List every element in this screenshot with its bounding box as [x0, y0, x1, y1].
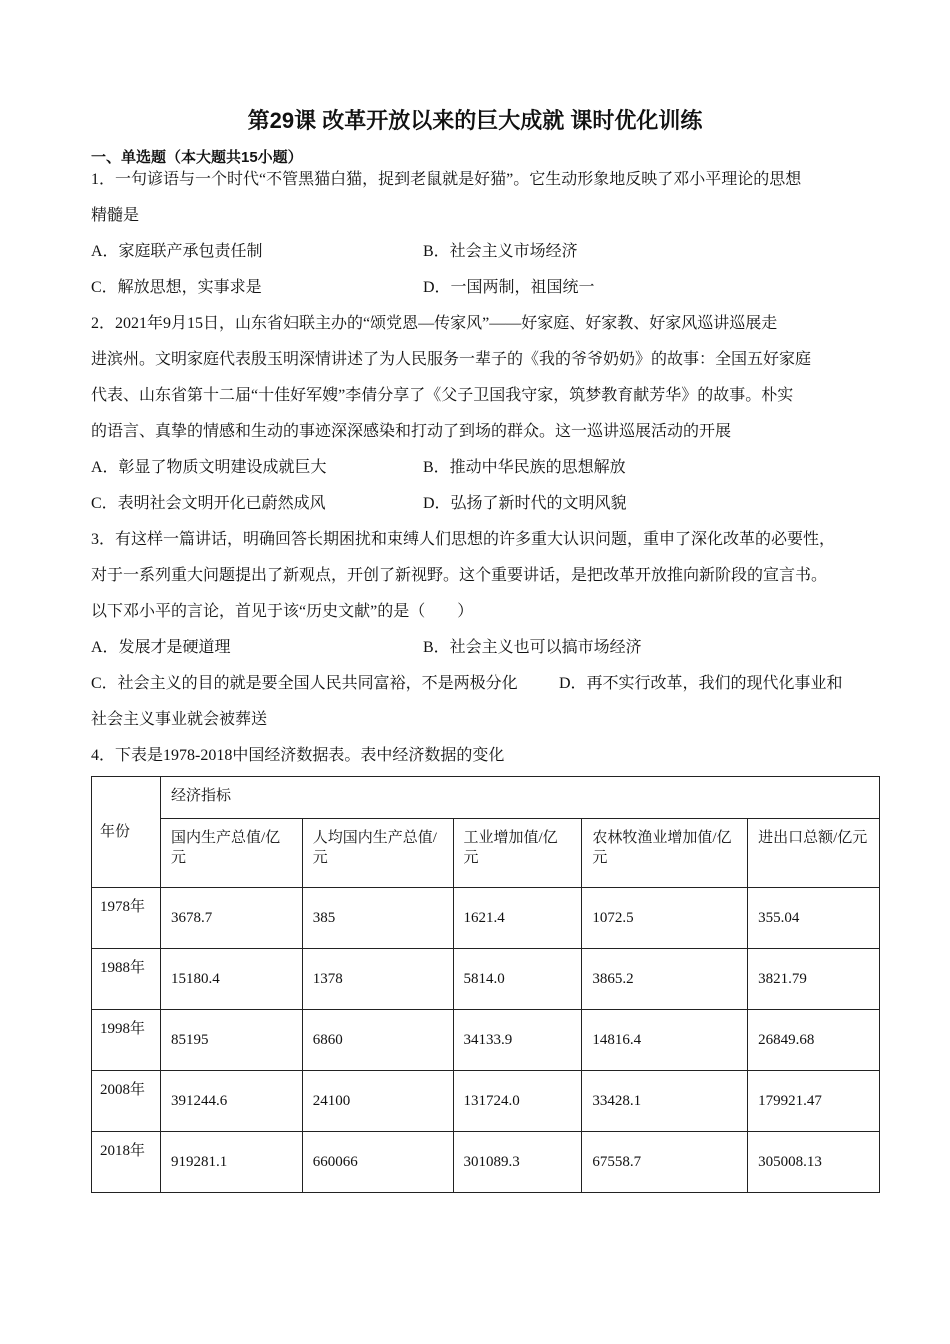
value-cell: 5814.0	[453, 949, 582, 1010]
option-a[interactable]: A．发展才是硬道理	[91, 639, 231, 656]
table-row	[92, 1071, 880, 1132]
group-header: 经济指标	[160, 777, 879, 819]
value-cell: 1378	[302, 949, 453, 1010]
question-text: 对于一系列重大问题提出了新观点，开创了新视野。这个重要讲话，是把改革开放推向新阶段的宣言书。	[91, 567, 828, 584]
value-cell: 6860	[302, 1010, 453, 1071]
option-c[interactable]: C．表明社会文明开化已蔚然成风	[91, 495, 326, 512]
option-b[interactable]: B．社会主义市场经济	[423, 243, 578, 260]
table-row	[92, 1132, 880, 1193]
question-text: 4．下表是1978-2018中国经济数据表。表中经济数据的变化	[91, 747, 505, 764]
value-cell: 3821.79	[748, 949, 880, 1010]
year-cell: 2018年	[92, 1132, 161, 1193]
value-cell: 34133.9	[453, 1010, 582, 1071]
value-cell: 15180.4	[160, 949, 302, 1010]
option-a[interactable]: A．家庭联产承包责任制	[91, 243, 263, 260]
option-c[interactable]: C．社会主义的目的就是要全国人民共同富裕，不是两极分化	[91, 675, 518, 692]
option-a[interactable]: A．彰显了物质文明建设成就巨大	[91, 459, 327, 476]
option-b[interactable]: B．推动中华民族的思想解放	[423, 459, 626, 476]
year-header: 年份	[92, 777, 161, 888]
table-row	[92, 1010, 880, 1071]
value-cell: 305008.13	[748, 1132, 880, 1193]
year-cell: 1988年	[92, 949, 161, 1010]
option-c[interactable]: C．解放思想，实事求是	[91, 279, 262, 296]
value-cell: 385	[302, 888, 453, 949]
option-d[interactable]: D．一国两制，祖国统一	[423, 279, 595, 296]
value-cell: 355.04	[748, 888, 880, 949]
column-header: 国内生产总值/亿元	[160, 819, 302, 888]
question-text: 2．2021年9月15日，山东省妇联主办的“颂党恩—传家风”——好家庭、好家教、好家风巡讲巡展走	[91, 315, 778, 332]
year-cell: 2008年	[92, 1071, 161, 1132]
option-d-continued: 社会主义事业就会被葬送	[91, 711, 268, 728]
value-cell: 1072.5	[582, 888, 748, 949]
value-cell: 14816.4	[582, 1010, 748, 1071]
value-cell: 301089.3	[453, 1132, 582, 1193]
question-text: 精髓是	[91, 207, 140, 224]
column-header: 进出口总额/亿元	[748, 819, 880, 888]
question-text: 进滨州。文明家庭代表殷玉明深情讲述了为人民服务一辈子的《我的爷爷奶奶》的故事：全国五好家庭	[91, 351, 812, 368]
value-cell: 391244.6	[160, 1071, 302, 1132]
column-header: 工业增加值/亿元	[453, 819, 582, 888]
question-text: 以下邓小平的言论，首见于该“历史文献”的是（ ）	[91, 603, 474, 620]
column-header: 人均国内生产总值/元	[302, 819, 453, 888]
option-d[interactable]: D．再不实行改革，我们的现代化事业和	[559, 675, 843, 692]
question-text: 1．一句谚语与一个时代“不管黑猫白猫，捉到老鼠就是好猫”。它生动形象地反映了邓小平理论的思想	[91, 171, 802, 188]
value-cell: 33428.1	[582, 1071, 748, 1132]
table-row	[92, 888, 880, 949]
value-cell: 24100	[302, 1071, 453, 1132]
value-cell: 919281.1	[160, 1132, 302, 1193]
value-cell: 67558.7	[582, 1132, 748, 1193]
column-header: 农林牧渔业增加值/亿元	[582, 819, 748, 888]
value-cell: 3678.7	[160, 888, 302, 949]
value-cell: 179921.47	[748, 1071, 880, 1132]
question-text: 3．有这样一篇讲话，明确回答长期困扰和束缚人们思想的许多重大认识问题，重申了深化改革的必要性，	[91, 531, 836, 548]
page-title: 第29课 改革开放以来的巨大成就 课时优化训练	[247, 108, 703, 133]
value-cell: 131724.0	[453, 1071, 582, 1132]
question-text: 代表、山东省第十二届“十佳好军嫂”李倩分享了《父子卫国我守家，筑梦教育献芳华》的故事。朴实	[91, 387, 794, 404]
year-cell: 1998年	[92, 1010, 161, 1071]
value-cell: 26849.68	[748, 1010, 880, 1071]
value-cell: 660066	[302, 1132, 453, 1193]
economic-data-table	[91, 776, 880, 1193]
option-d[interactable]: D．弘扬了新时代的文明风貌	[423, 495, 627, 512]
value-cell: 85195	[160, 1010, 302, 1071]
option-b[interactable]: B．社会主义也可以搞市场经济	[423, 639, 642, 656]
value-cell: 1621.4	[453, 888, 582, 949]
question-text: 的语言、真挚的情感和生动的事迹深深感染和打动了到场的群众。这一巡讲巡展活动的开展	[91, 423, 732, 440]
value-cell: 3865.2	[582, 949, 748, 1010]
year-cell: 1978年	[92, 888, 161, 949]
table-row	[92, 949, 880, 1010]
section-heading: 一、单选题（本大题共15小题）	[91, 149, 303, 166]
